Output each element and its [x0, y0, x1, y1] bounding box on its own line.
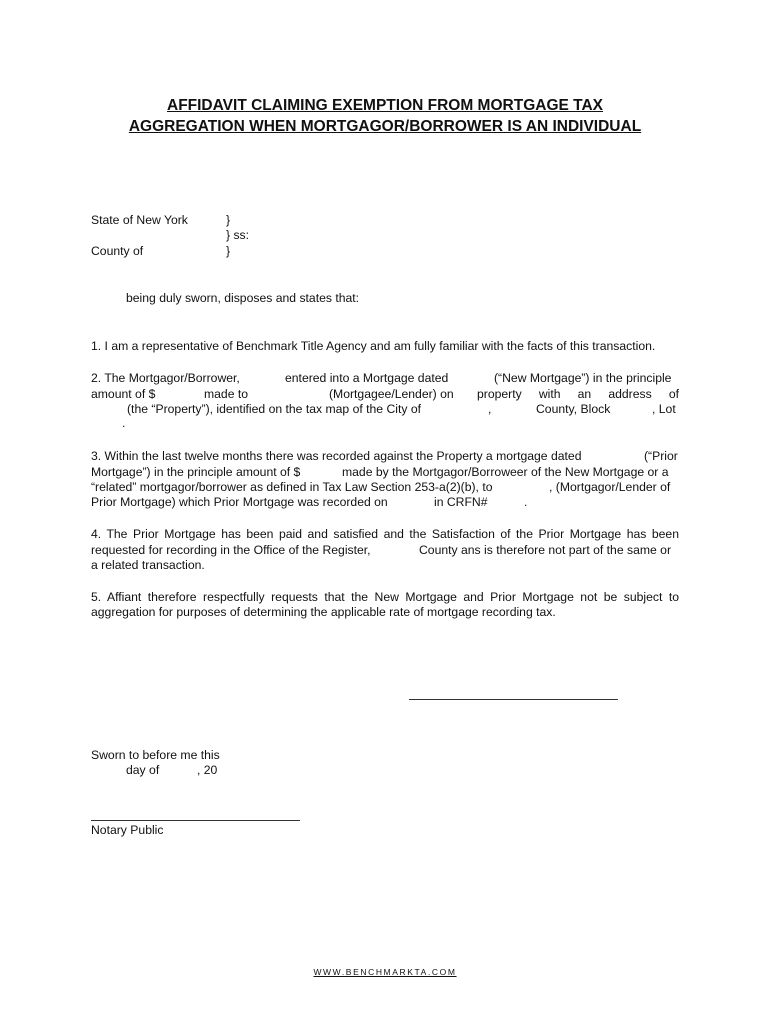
jurat-day-of: day of: [126, 763, 160, 777]
p2-text: amount of $: [91, 387, 156, 401]
venue-county: County of: [91, 244, 144, 258]
p2-text: (“New Mortgage”) in the principle: [494, 371, 672, 385]
p5-text: 5. Affiant therefore respectfully requests that the New Mortgage and Prior Mortgage not be subject to: [91, 590, 679, 604]
p3-text: .: [524, 495, 528, 509]
p4-text: 4. The Prior Mortgage has been paid and satisfied and the Satisfaction of the Prior Mortgage has been: [91, 527, 679, 541]
p2-text: (the “Property”), identified on the tax map of the City of: [127, 402, 421, 416]
p2-text: 2. The Mortgagor/Borrower,: [91, 371, 240, 385]
p3-text: made by the Mortgagor/Borroweer of the New Mortgage or a: [342, 465, 669, 479]
p3-text: 3. Within the last twelve months there was recorded against the Property a mortgage dated: [91, 449, 582, 463]
venue-brace: }: [226, 213, 231, 227]
p4-text: County ans is therefore not part of the same or: [419, 543, 672, 557]
jurat-sworn: Sworn to before me this: [91, 748, 220, 762]
p4-text: a related transaction.: [91, 558, 205, 572]
p3-text: Prior Mortgage) which Prior Mortgage was recorded on: [91, 495, 388, 509]
p2-text: .: [122, 416, 126, 430]
jurat-year: , 20: [197, 763, 218, 777]
p2-text: entered into a Mortgage dated: [285, 371, 449, 385]
affiant-signature-line: [409, 699, 618, 700]
p3-text: “related” mortgagor/borrower as defined in Tax Law Section 253-a(2)(b), to: [91, 480, 493, 494]
p3-text: Mortgage”) in the principle amount of $: [91, 465, 301, 479]
p5-text: aggregation for purposes of determining the applicable rate of mortgage recording tax.: [91, 605, 556, 619]
intro-statement: being duly sworn, disposes and states that:: [126, 291, 360, 305]
p3-text: (“Prior: [644, 449, 678, 463]
venue-ss: } ss:: [226, 228, 250, 242]
document-title-line-2: AGGREGATION WHEN MORTGAGOR/BORROWER IS AN INDIVIDUAL: [128, 118, 642, 135]
document-title-line-1: AFFIDAVIT CLAIMING EXEMPTION FROM MORTGAGE TAX: [167, 97, 603, 114]
paragraph-1: 1. I am a representative of Benchmark Title Agency and am fully familiar with the facts of this transaction.: [91, 339, 656, 353]
notary-signature-line: [91, 820, 300, 821]
p2-text: made to: [204, 387, 249, 401]
p2-text: ,: [488, 402, 492, 416]
p2-text: (Mortgagee/Lender) on: [329, 387, 454, 401]
p3-text: in CRFN#: [434, 495, 488, 509]
venue-state: State of New York: [91, 213, 188, 227]
venue-brace: }: [226, 244, 231, 258]
footer-website: WWW.BENCHMARKTA.COM: [313, 967, 457, 977]
p2-text: , Lot: [652, 402, 676, 416]
p4-text: requested for recording in the Office of the Register,: [91, 543, 371, 557]
p2-text: property with an address of: [477, 387, 679, 401]
p3-text: , (Mortgagor/Lender of: [549, 480, 671, 494]
p2-text: County, Block: [536, 402, 611, 416]
notary-public-label: Notary Public: [91, 823, 164, 837]
